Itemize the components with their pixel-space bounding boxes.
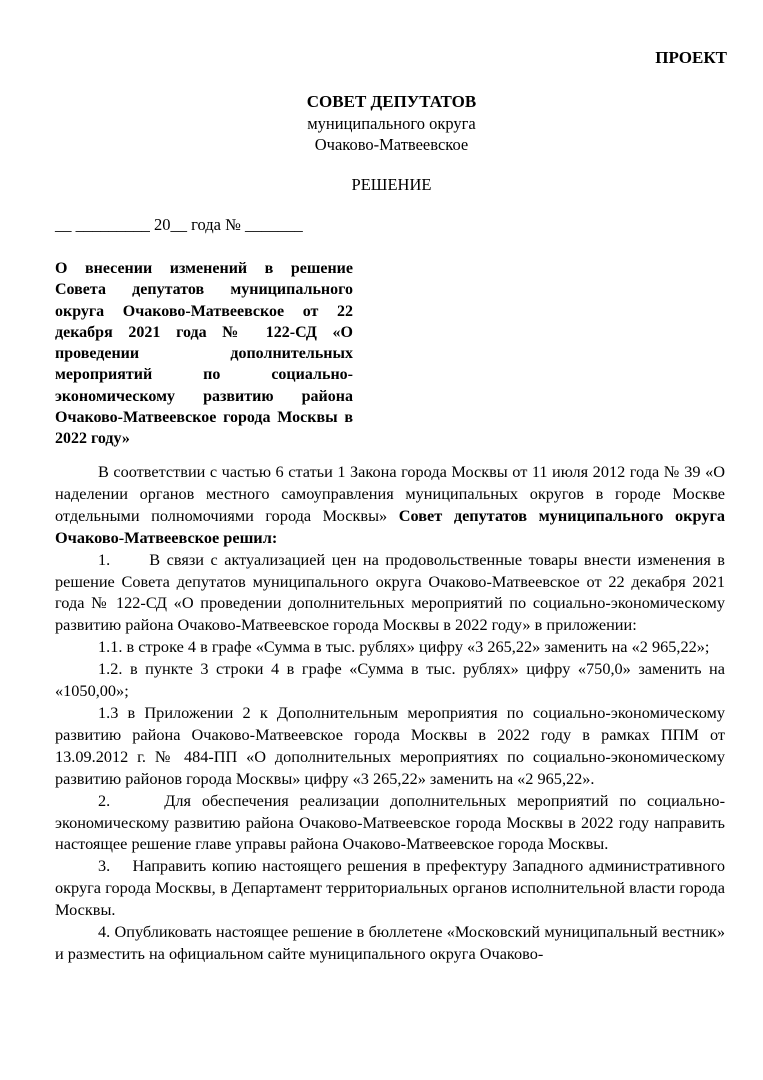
decision-subject: О внесении изменений в решение Совета депутатов муниципального округа Очаково-Матвеевское от 22 декабря 2021 года № 122-СД «О проведении дополнительных мероприятий по социально-экономическому развитию района Очаково-Матвеевское города Москвы в 2022 году» — [55, 260, 353, 448]
council-title-text: СОВЕТ ДЕПУТАТОВ — [306, 92, 477, 111]
council-subtitle: муниципального округа — [307, 114, 476, 133]
item-1: 1. В связи с актуализацией цен на продовольственные товары внести изменения в решение Совета депутатов муниципального округа Очаково-Матвеевское от 22 декабря 2021 года № 122-СД «О проведении дополнительных мероприятий по социально-экономическому развитию района Очаково-Матвеевское города Москвы в 2022 году» в приложении: — [55, 549, 725, 635]
preamble-colon: : — [271, 527, 278, 547]
item-1-1: 1.1. в строке 4 в графе «Сумма в тыс. рублях» цифру «3 265,22» заменить на «2 965,22»; — [98, 637, 710, 657]
item-3: 3. Направить копию настоящего решения в префектуру Западного административного округа города Москвы, в Департамент территориальных органов исполнительной власти города Москвы. — [55, 856, 725, 920]
project-stamp: ПРОЕКТ — [655, 48, 727, 67]
decision-heading: РЕШЕНИЕ — [351, 175, 432, 194]
preamble-text: В соответствии с частью 6 статьи 1 Закона города Москвы от 11 июля 2012 года № 39 «О наделении органов местного самоуправления муниципальных округов в городе Москве отдельными полномочиями города Москвы» — [55, 462, 725, 525]
date-number-line: __ _________ 20__ года № _______ — [55, 215, 303, 234]
item-1-2: 1.2. в пункте 3 строки 4 в графе «Сумма в тыс. рублях» цифру «750,0» заменить на «1050,00»; — [55, 659, 725, 701]
council-title — [0, 92, 763, 112]
decision-body — [55, 461, 725, 965]
preamble-bold-text: Совет депутатов муниципального округа Очаково-Матвеевское решил — [55, 505, 725, 547]
item-1-3: 1.3 в Приложении 2 к Дополнительным мероприятия по социально-экономическому развитию района Очаково-Матвеевское города Москвы в 2022 году в рамках ППМ от 13.09.2012 г. № 484-ПП «О дополнительных мероприятиях по социально-экономическому развитию районов города Москвы» цифру «3 265,22» заменить на «2 965,22». — [55, 702, 725, 788]
item-4: 4. Опубликовать настоящее решение в бюллетене «Московский муниципальный вестник» и разместить на официальном сайте муниципального округа Очаково- — [55, 922, 725, 963]
item-2: 2. Для обеспечения реализации дополнительных мероприятий по социально-экономическому развитию района Очаково-Матвеевское города Москвы в 2022 году направить настоящее решение главе управы района Очаково-Матвеевское города Москвы. — [55, 790, 725, 854]
council-district: Очаково-Матвеевское — [314, 135, 469, 154]
preamble-paragraph — [55, 461, 725, 549]
